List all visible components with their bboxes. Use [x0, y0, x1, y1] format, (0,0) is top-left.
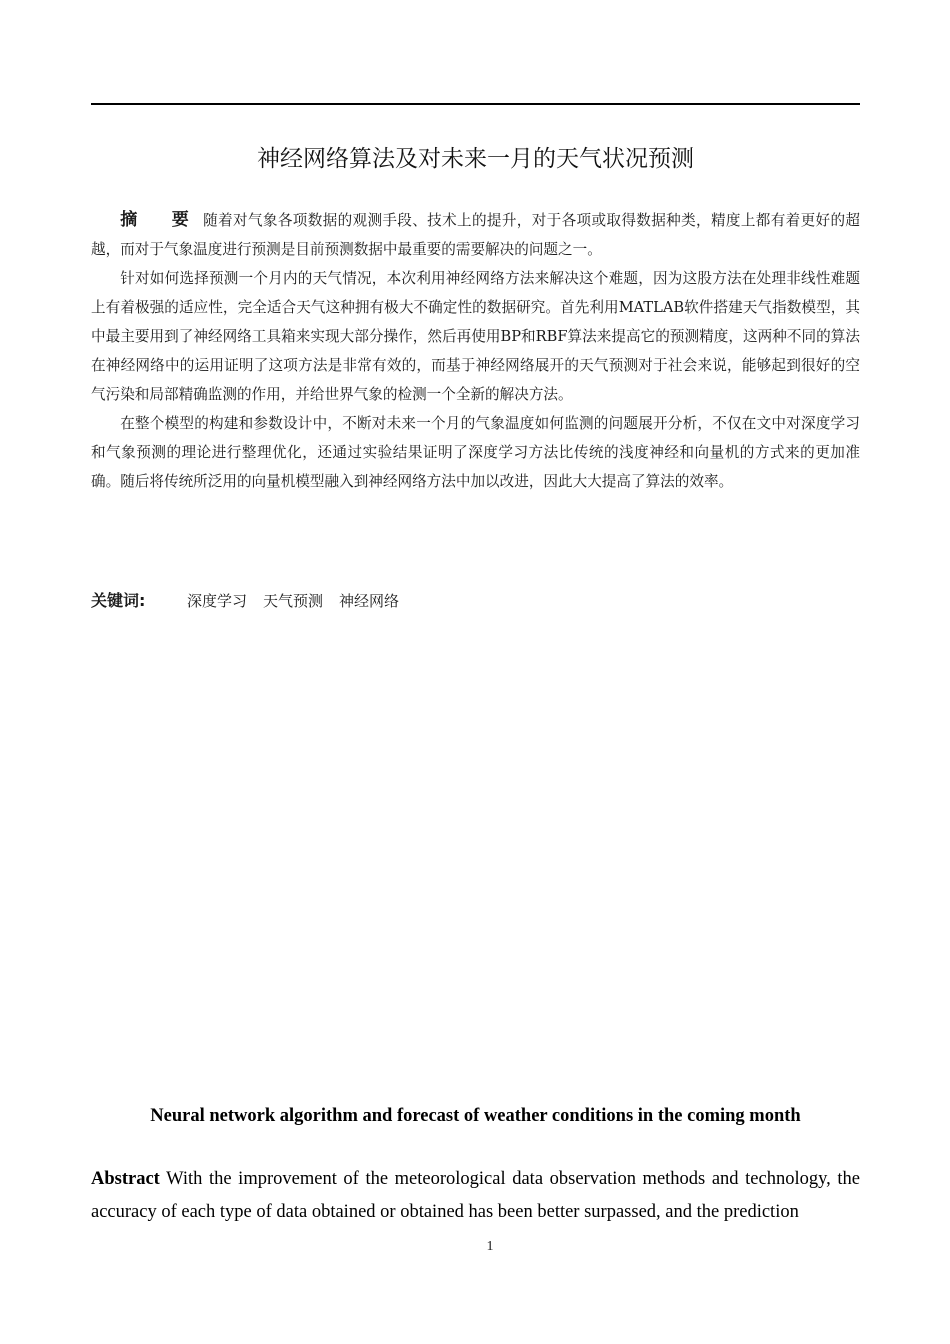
keyword-item: 天气预测	[263, 592, 324, 610]
chinese-abstract	[91, 206, 860, 496]
chinese-title: 神经网络算法及对未来一月的天气状况预测	[257, 146, 694, 172]
abstract-paragraph-3: 在整个模型的构建和参数设计中，不断对未来一个月的气象温度如何监测的问题展开分析，不仅在文中对深度学习和气象预测的理论进行整理优化，还通过实验结果证明了深度学习方法比传统的浅度神经和向量机的方式来的更加准确。随后将传统所泛用的向量机模型融入到神经网络方法中加以改进，因此大大提高了算法的效率。	[91, 415, 860, 490]
english-abstract-text: With the improvement of the meteorological data observation methods and technology, the accuracy of each type of data obtained or obtained has been better surpassed, and the prediction	[91, 1169, 860, 1222]
english-title: Neural network algorithm and forecast of weather conditions in the coming month	[150, 1106, 801, 1126]
page-number: 1	[486, 1239, 494, 1254]
keywords-label: 关键词:	[91, 591, 146, 610]
header-rule	[91, 103, 860, 105]
abstract-paragraph-1-text: 随着对气象各项数据的观测手段、技术上的提升，对于各项或取得数据种类，精度上都有着更好的超越，而对于气象温度进行预测是目前预测数据中最重要的需要解决的问题之一。	[91, 212, 860, 258]
abstract-paragraph-1	[91, 206, 860, 264]
chinese-keywords	[91, 589, 860, 613]
english-abstract-paragraph	[91, 1163, 860, 1229]
english-abstract-label: Abstract	[91, 1169, 160, 1189]
keyword-item: 深度学习	[187, 592, 248, 610]
english-abstract	[91, 1163, 860, 1229]
abstract-label: 摘 要	[120, 210, 204, 230]
keyword-item: 神经网络	[339, 592, 400, 610]
abstract-paragraph-2: 针对如何选择预测一个月内的天气情况，本次利用神经网络方法来解决这个难题，因为这股方法在处理非线性难题上有着极强的适应性，完全适合天气这种拥有极大不确定性的数据研究。首先利用MATLAB软件搭建天气指数模型，其中最主要用到了神经网络工具箱来实现大部分操作，然后再使用BP和RBF算法来提高它的预测精度，这两种不同的算法在神经网络中的运用证明了这项方法是非常有效的，而基于神经网络展开的天气预测对于社会来说，能够起到很好的空气污染和局部精确监测的作用，并给世界气象的检测一个全新的解决方法。	[91, 270, 860, 403]
